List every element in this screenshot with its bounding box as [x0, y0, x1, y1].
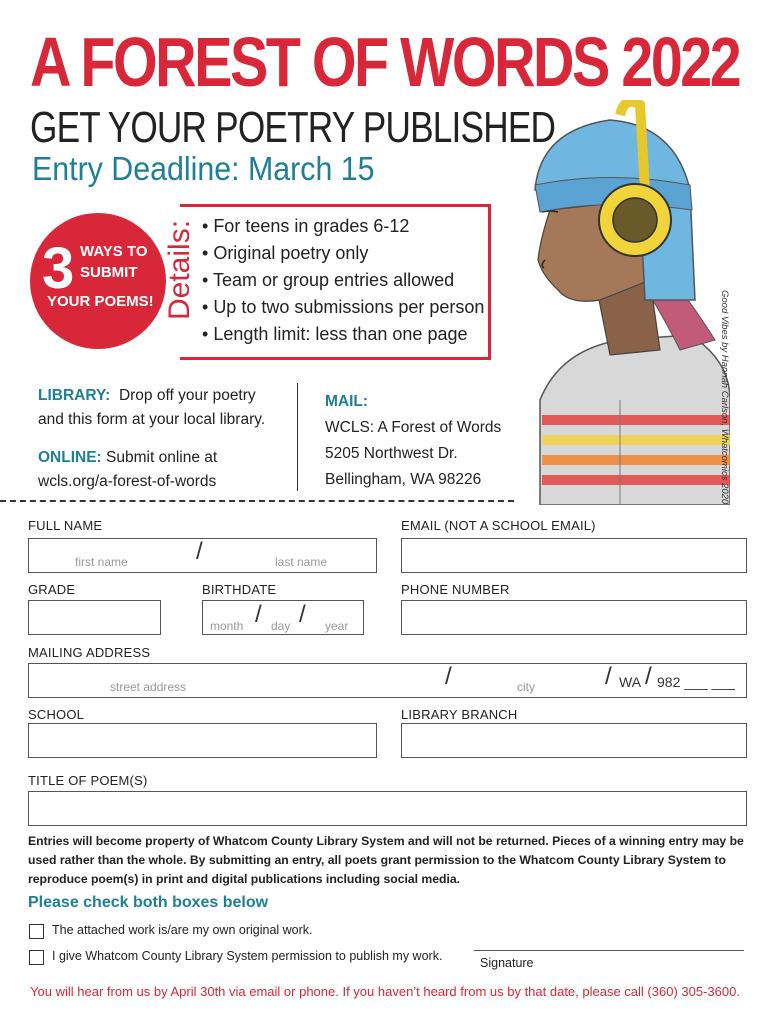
detail-item: • Up to two submissions per person [202, 294, 484, 321]
month-placeholder: month [210, 619, 244, 633]
school-field[interactable] [28, 723, 377, 758]
publish-permission-text: I give Whatcom County Library System permission to publish my work. [52, 949, 443, 963]
signature-label: Signature [480, 956, 534, 970]
library-branch-label: LIBRARY BRANCH [401, 707, 518, 722]
badge-line1: WAYS TO [80, 243, 148, 260]
submission-divider [297, 383, 298, 491]
email-label: EMAIL (NOT A SCHOOL EMAIL) [401, 518, 596, 533]
mail-line1: WCLS: A Forest of Words [325, 419, 502, 436]
address-separator: / [445, 663, 452, 690]
mail-line3: Bellingham, WA 98226 [325, 471, 482, 488]
address-separator: / [605, 663, 612, 690]
address-separator: / [645, 663, 652, 690]
address-label: MAILING ADDRESS [28, 645, 151, 660]
school-label: SCHOOL [28, 707, 85, 722]
name-separator: / [196, 538, 203, 565]
poem-title-field[interactable] [28, 791, 747, 826]
entry-deadline: Entry Deadline: March 15 [32, 150, 375, 187]
date-separator: / [299, 601, 306, 628]
cut-line [0, 500, 514, 502]
state-text: WA [619, 674, 642, 690]
illustration-teen-headphones [500, 100, 730, 505]
phone-label: PHONE NUMBER [401, 582, 510, 597]
detail-item: • For teens in grades 6-12 [202, 213, 484, 240]
signature-line[interactable] [474, 950, 744, 951]
poem-title-label: TITLE OF POEM(S) [28, 773, 148, 788]
mail-label: MAIL: [325, 393, 369, 410]
ways-to-submit-badge [30, 213, 166, 349]
library-method [38, 384, 265, 432]
detail-item: • Team or group entries allowed [202, 267, 484, 294]
date-separator: / [255, 601, 262, 628]
zip-prefix: 982 ___ ___ [657, 674, 735, 690]
publish-permission-checkbox[interactable] [29, 950, 44, 965]
detail-item: • Original poetry only [202, 240, 484, 267]
last-name-placeholder: last name [275, 555, 328, 569]
phone-field[interactable] [401, 600, 747, 635]
details-list [202, 213, 484, 348]
online-label: ONLINE: [38, 449, 102, 466]
street-placeholder: street address [110, 680, 187, 694]
library-text1: Drop off your poetry [118, 387, 256, 404]
details-label: Details: [163, 219, 196, 320]
original-work-text: The attached work is/are my own original work. [52, 923, 313, 937]
online-url[interactable]: wcls.org/a-forest-of-words [38, 473, 217, 490]
footer-note: You will hear from us by April 30th via email or phone. If you haven’t heard from us by that date, please call (360) 305-3600. [30, 984, 740, 999]
library-text2: and this form at your local library. [38, 411, 266, 428]
email-field[interactable] [401, 538, 747, 573]
badge-line2: SUBMIT [80, 264, 138, 281]
mail-line2: 5205 Northwest Dr. [325, 445, 458, 462]
badge-line3: YOUR POEMS! [47, 293, 154, 310]
page-title: A FOREST OF WORDS 2022 [30, 23, 740, 101]
full-name-label: FULL NAME [28, 518, 103, 533]
checkbox-section-title: Please check both boxes below [28, 894, 269, 911]
mail-method [325, 389, 501, 493]
birthdate-label: BIRTHDATE [202, 582, 277, 597]
online-text1: Submit online at [106, 449, 218, 466]
online-method [38, 446, 217, 494]
detail-item: • Length limit: less than one page [202, 321, 484, 348]
page-subtitle: GET YOUR POETRY PUBLISHED [30, 103, 556, 152]
day-placeholder: day [271, 619, 291, 633]
illustration-credit: Good Vibes by Hannah Carlson, Whatcomics 2020 [719, 290, 730, 505]
grade-field[interactable] [28, 600, 161, 635]
year-placeholder: year [325, 619, 349, 633]
city-placeholder: city [517, 680, 535, 694]
first-name-placeholder: first name [75, 555, 128, 569]
badge-number: 3 [42, 236, 75, 301]
library-branch-field[interactable] [401, 723, 747, 758]
grade-label: GRADE [28, 582, 76, 597]
library-label: LIBRARY: [38, 387, 111, 404]
legal-notice: Entries will become property of Whatcom County Library System and will not be returned. Pieces of a winning entry may be used rather than the whole. By submitting an entry, all poets grant permission to the Whatcom County Library System to reproduce poem(s) in print and digital publications including social media. [28, 834, 744, 886]
original-work-checkbox[interactable] [29, 924, 44, 939]
